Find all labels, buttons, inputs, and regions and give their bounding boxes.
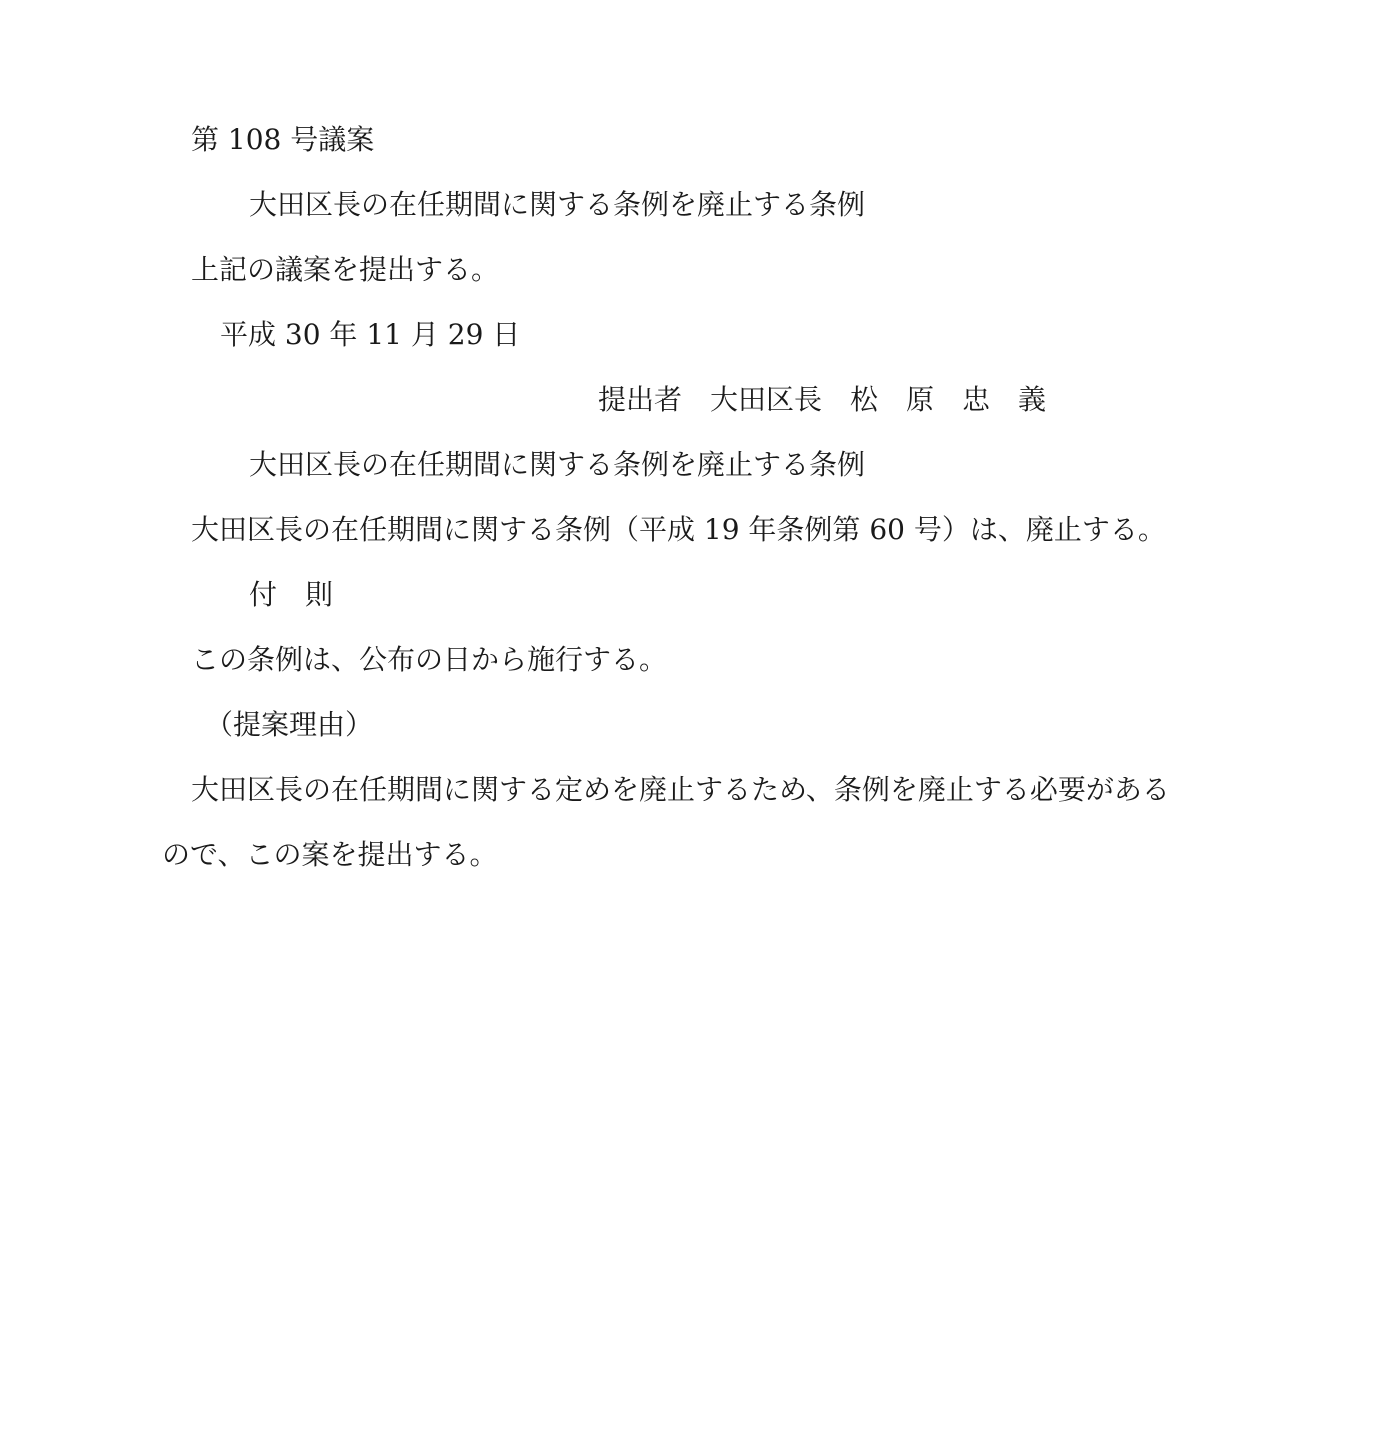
reason-heading: （提案理由）: [205, 708, 374, 741]
submission-date: 平成 30 年 11 月 29 日: [220, 318, 521, 351]
ordinance-title: 大田区長の在任期間に関する条例を廃止する条例: [249, 448, 866, 481]
bill-title: 大田区長の在任期間に関する条例を廃止する条例: [249, 188, 866, 221]
submitter: 提出者 大田区長 松 原 忠 義: [598, 383, 1047, 416]
ordinance-body: 大田区長の在任期間に関する条例（平成 19 年条例第 60 号）は、廃止する。: [191, 513, 1166, 546]
supplementary-body: この条例は、公布の日から施行する。: [191, 643, 668, 676]
submission-statement: 上記の議案を提出する。: [191, 253, 500, 286]
bill-number: 第 108 号議案: [191, 123, 375, 156]
supplementary-heading: 付 則: [249, 578, 334, 611]
reason-text-line-2: ので、この案を提出する。: [162, 838, 498, 871]
reason-text-line-1: 大田区長の在任期間に関する定めを廃止するため、条例を廃止する必要がある: [191, 773, 1170, 806]
